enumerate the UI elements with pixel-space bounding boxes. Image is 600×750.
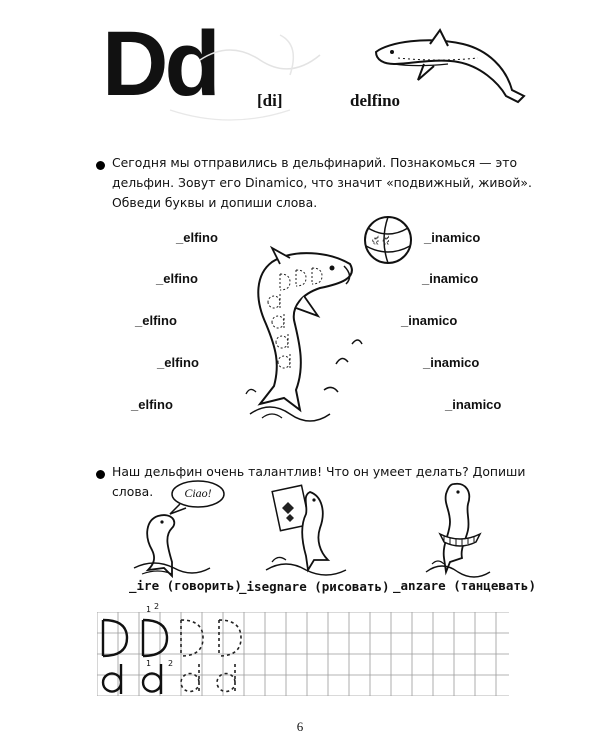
page-number: 6 — [296, 719, 304, 734]
caption-speak: _ire (говорить) — [129, 578, 242, 593]
bullet — [96, 161, 105, 170]
headword: delfino — [350, 91, 401, 110]
word-left-5: _elfino — [131, 397, 173, 412]
word-right-4: _inamico — [423, 355, 480, 370]
instruction-1-line-3: Обведи буквы и допиши слова. — [112, 195, 318, 210]
instruction-1-line-2: дельфин. Зовут его Dinamico, что значит «подвижный, живой». — [112, 175, 532, 190]
dancing-dolphin-illustration — [420, 478, 500, 578]
handwriting-practice-grid — [97, 612, 509, 696]
word-right-2: _inamico — [422, 271, 479, 286]
instruction-2-line-2: слова. — [112, 484, 154, 499]
word-left-3: _elfino — [135, 313, 177, 328]
stroke-number-1-lower: 1 — [146, 659, 152, 668]
speech-bubble-text: Ciao! — [184, 486, 212, 500]
letter-heading: Dd — [102, 13, 217, 115]
word-right-1: _inamico — [424, 230, 481, 245]
jumping-dolphin-illustration — [240, 214, 430, 430]
word-left-2: _elfino — [156, 271, 198, 286]
bullet — [96, 470, 105, 479]
transcription: [di] — [257, 91, 283, 110]
caption-draw: _isegnare (рисовать) — [239, 579, 390, 594]
instruction-1-line-1: Сегодня мы отправились в дельфинарий. Познакомься — это — [112, 155, 518, 170]
word-left-1: _elfino — [176, 230, 218, 245]
stroke-number-1: 1 — [146, 605, 152, 614]
drawing-dolphin-illustration — [262, 478, 352, 578]
word-right-3: _inamico — [401, 313, 458, 328]
dolphin-illustration — [368, 22, 528, 114]
svg-text:d d: d d — [372, 234, 390, 247]
caption-dance: _anzare (танцевать) — [393, 578, 536, 593]
word-left-4: _elfino — [157, 355, 199, 370]
stroke-number-2-lower: 2 — [168, 659, 174, 668]
stroke-number-2: 2 — [154, 602, 160, 611]
word-right-5: _inamico — [445, 397, 502, 412]
instruction-2-line-1: Наш дельфин очень талантлив! Что он умеет делать? Допиши — [112, 464, 526, 479]
